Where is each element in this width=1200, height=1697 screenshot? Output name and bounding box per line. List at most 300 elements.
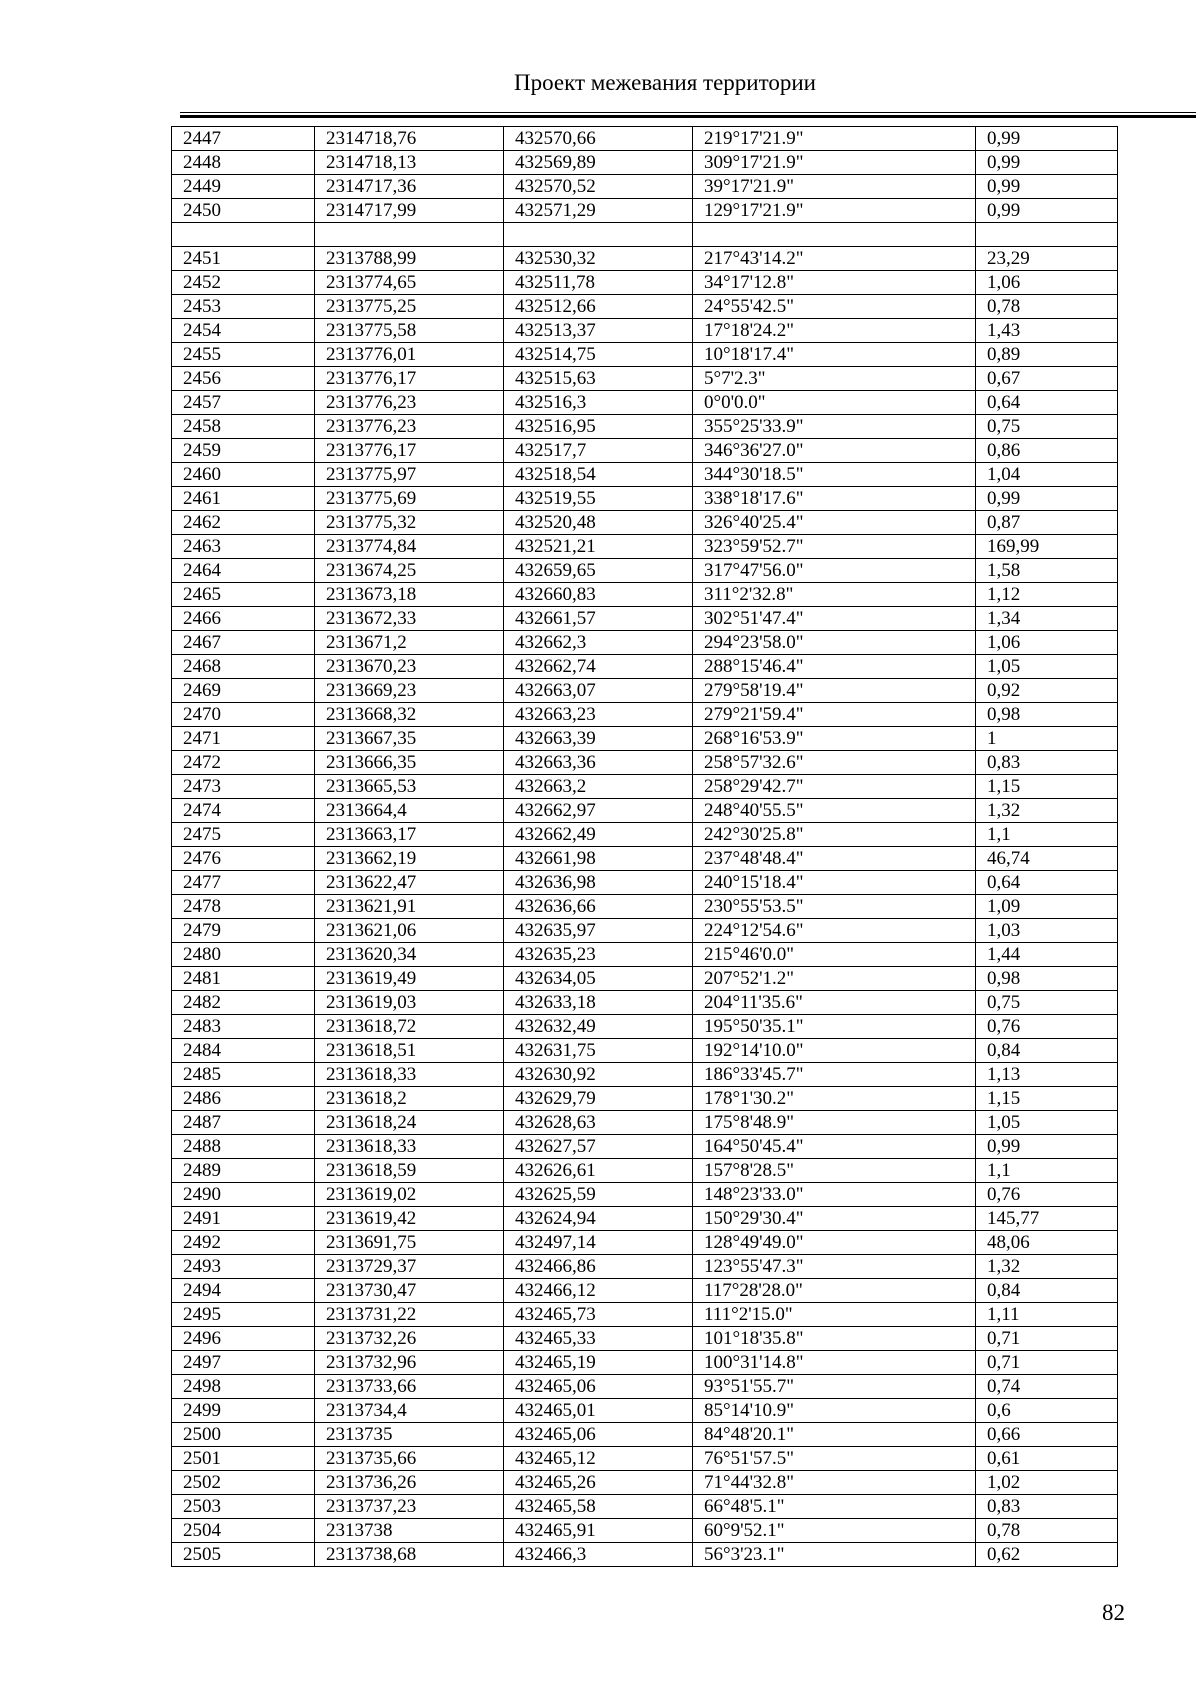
table-row — [172, 1375, 1118, 1399]
table-row — [172, 343, 1118, 367]
point-number-cell: 2505 — [172, 1543, 315, 1567]
distance-cell: 0,76 — [976, 1183, 1118, 1207]
table-row — [172, 1351, 1118, 1375]
table-row — [172, 1495, 1118, 1519]
x-coordinate-cell: 2313669,23 — [315, 679, 504, 703]
table-row — [172, 943, 1118, 967]
table-row — [172, 919, 1118, 943]
y-coordinate-cell: 432466,12 — [504, 1279, 693, 1303]
direction-angle-cell: 355°25'33.9" — [693, 415, 976, 439]
x-coordinate-cell: 2313776,17 — [315, 439, 504, 463]
point-number-cell: 2461 — [172, 487, 315, 511]
direction-angle-cell: 323°59'52.7" — [693, 535, 976, 559]
distance-cell: 0,78 — [976, 295, 1118, 319]
distance-cell: 0,86 — [976, 439, 1118, 463]
direction-angle-cell: 217°43'14.2" — [693, 247, 976, 271]
y-coordinate-cell: 432626,61 — [504, 1159, 693, 1183]
distance-cell: 0,99 — [976, 1135, 1118, 1159]
direction-angle-cell: 150°29'30.4" — [693, 1207, 976, 1231]
y-coordinate-cell: 432663,07 — [504, 679, 693, 703]
x-coordinate-cell: 2313664,4 — [315, 799, 504, 823]
distance-cell: 0,71 — [976, 1327, 1118, 1351]
x-coordinate-cell: 2313776,01 — [315, 343, 504, 367]
table-row — [172, 439, 1118, 463]
direction-angle-cell: 157°8'28.5" — [693, 1159, 976, 1183]
table-row — [172, 127, 1118, 151]
distance-cell: 0,83 — [976, 1495, 1118, 1519]
point-number-cell: 2460 — [172, 463, 315, 487]
distance-cell: 0,64 — [976, 391, 1118, 415]
point-number-cell: 2495 — [172, 1303, 315, 1327]
x-coordinate-cell: 2313775,32 — [315, 511, 504, 535]
distance-cell: 0,99 — [976, 127, 1118, 151]
x-coordinate-cell: 2313622,47 — [315, 871, 504, 895]
y-coordinate-cell: 432465,19 — [504, 1351, 693, 1375]
y-coordinate-cell: 432662,3 — [504, 631, 693, 655]
direction-angle-cell: 258°29'42.7" — [693, 775, 976, 799]
y-coordinate-cell: 432465,06 — [504, 1423, 693, 1447]
distance-cell: 0,89 — [976, 343, 1118, 367]
table-row — [172, 1183, 1118, 1207]
direction-angle-cell: 344°30'18.5" — [693, 463, 976, 487]
x-coordinate-cell: 2313619,49 — [315, 967, 504, 991]
direction-angle-cell: 288°15'46.4" — [693, 655, 976, 679]
table-row — [172, 1423, 1118, 1447]
coordinates-table-body — [172, 127, 1118, 1567]
direction-angle-cell: 128°49'49.0" — [693, 1231, 976, 1255]
point-number-cell: 2462 — [172, 511, 315, 535]
x-coordinate-cell: 2313618,24 — [315, 1111, 504, 1135]
distance-cell: 1,02 — [976, 1471, 1118, 1495]
distance-cell: 0,67 — [976, 367, 1118, 391]
point-number-cell — [172, 223, 315, 247]
point-number-cell: 2471 — [172, 727, 315, 751]
direction-angle-cell: 10°18'17.4" — [693, 343, 976, 367]
point-number-cell: 2491 — [172, 1207, 315, 1231]
point-number-cell: 2487 — [172, 1111, 315, 1135]
table-row — [172, 1279, 1118, 1303]
table-row — [172, 991, 1118, 1015]
x-coordinate-cell: 2313618,72 — [315, 1015, 504, 1039]
direction-angle-cell: 85°14'10.9" — [693, 1399, 976, 1423]
direction-angle-cell: 207°52'1.2" — [693, 967, 976, 991]
table-row — [172, 607, 1118, 631]
direction-angle-cell: 219°17'21.9" — [693, 127, 976, 151]
x-coordinate-cell: 2313735 — [315, 1423, 504, 1447]
y-coordinate-cell: 432465,06 — [504, 1375, 693, 1399]
y-coordinate-cell: 432635,97 — [504, 919, 693, 943]
table-row — [172, 847, 1118, 871]
direction-angle-cell: 148°23'33.0" — [693, 1183, 976, 1207]
distance-cell: 0,99 — [976, 175, 1118, 199]
distance-cell: 0,99 — [976, 151, 1118, 175]
distance-cell: 1,15 — [976, 1087, 1118, 1111]
point-number-cell: 2494 — [172, 1279, 315, 1303]
point-number-cell: 2450 — [172, 199, 315, 223]
distance-cell: 0,6 — [976, 1399, 1118, 1423]
x-coordinate-cell: 2313738 — [315, 1519, 504, 1543]
direction-angle-cell: 39°17'21.9" — [693, 175, 976, 199]
table-row — [172, 391, 1118, 415]
y-coordinate-cell: 432662,74 — [504, 655, 693, 679]
x-coordinate-cell: 2313662,19 — [315, 847, 504, 871]
y-coordinate-cell: 432629,79 — [504, 1087, 693, 1111]
x-coordinate-cell: 2313776,17 — [315, 367, 504, 391]
direction-angle-cell: 66°48'5.1" — [693, 1495, 976, 1519]
x-coordinate-cell: 2313618,33 — [315, 1063, 504, 1087]
y-coordinate-cell: 432569,89 — [504, 151, 693, 175]
distance-cell: 0,83 — [976, 751, 1118, 775]
y-coordinate-cell: 432636,66 — [504, 895, 693, 919]
point-number-cell: 2452 — [172, 271, 315, 295]
table-row — [172, 679, 1118, 703]
distance-cell: 1,11 — [976, 1303, 1118, 1327]
distance-cell: 1,43 — [976, 319, 1118, 343]
point-number-cell: 2469 — [172, 679, 315, 703]
x-coordinate-cell: 2313731,22 — [315, 1303, 504, 1327]
y-coordinate-cell: 432624,94 — [504, 1207, 693, 1231]
table-row — [172, 703, 1118, 727]
table-row — [172, 511, 1118, 535]
header-rule-thin — [180, 112, 1196, 113]
y-coordinate-cell: 432633,18 — [504, 991, 693, 1015]
distance-cell: 0,84 — [976, 1279, 1118, 1303]
distance-cell: 1 — [976, 727, 1118, 751]
y-coordinate-cell: 432530,32 — [504, 247, 693, 271]
point-number-cell: 2497 — [172, 1351, 315, 1375]
table-row — [172, 727, 1118, 751]
table-row — [172, 631, 1118, 655]
point-number-cell: 2455 — [172, 343, 315, 367]
y-coordinate-cell: 432662,97 — [504, 799, 693, 823]
point-number-cell: 2451 — [172, 247, 315, 271]
point-number-cell: 2472 — [172, 751, 315, 775]
point-number-cell: 2493 — [172, 1255, 315, 1279]
distance-cell: 0,62 — [976, 1543, 1118, 1567]
direction-angle-cell: 0°0'0.0" — [693, 391, 976, 415]
distance-cell: 1,06 — [976, 271, 1118, 295]
y-coordinate-cell: 432635,23 — [504, 943, 693, 967]
direction-angle-cell: 129°17'21.9" — [693, 199, 976, 223]
x-coordinate-cell: 2313668,32 — [315, 703, 504, 727]
x-coordinate-cell: 2313619,03 — [315, 991, 504, 1015]
table-row — [172, 871, 1118, 895]
direction-angle-cell: 242°30'25.8" — [693, 823, 976, 847]
point-number-cell: 2498 — [172, 1375, 315, 1399]
x-coordinate-cell: 2313670,23 — [315, 655, 504, 679]
point-number-cell: 2484 — [172, 1039, 315, 1063]
distance-cell: 1,1 — [976, 823, 1118, 847]
table-row — [172, 1471, 1118, 1495]
x-coordinate-cell: 2313776,23 — [315, 391, 504, 415]
y-coordinate-cell: 432465,73 — [504, 1303, 693, 1327]
point-number-cell: 2504 — [172, 1519, 315, 1543]
point-number-cell: 2457 — [172, 391, 315, 415]
direction-angle-cell: 101°18'35.8" — [693, 1327, 976, 1351]
point-number-cell: 2483 — [172, 1015, 315, 1039]
point-number-cell: 2503 — [172, 1495, 315, 1519]
y-coordinate-cell: 432516,95 — [504, 415, 693, 439]
x-coordinate-cell: 2313618,33 — [315, 1135, 504, 1159]
y-coordinate-cell: 432511,78 — [504, 271, 693, 295]
distance-cell: 0,98 — [976, 967, 1118, 991]
x-coordinate-cell: 2313619,02 — [315, 1183, 504, 1207]
distance-cell: 1,34 — [976, 607, 1118, 631]
point-number-cell: 2474 — [172, 799, 315, 823]
point-number-cell: 2448 — [172, 151, 315, 175]
point-number-cell: 2490 — [172, 1183, 315, 1207]
y-coordinate-cell: 432631,75 — [504, 1039, 693, 1063]
y-coordinate-cell: 432630,92 — [504, 1063, 693, 1087]
x-coordinate-cell: 2313775,69 — [315, 487, 504, 511]
distance-cell: 0,64 — [976, 871, 1118, 895]
point-number-cell: 2454 — [172, 319, 315, 343]
direction-angle-cell — [693, 223, 976, 247]
table-row — [172, 151, 1118, 175]
x-coordinate-cell: 2313667,35 — [315, 727, 504, 751]
point-number-cell: 2500 — [172, 1423, 315, 1447]
distance-cell: 0,84 — [976, 1039, 1118, 1063]
point-number-cell: 2470 — [172, 703, 315, 727]
y-coordinate-cell — [504, 223, 693, 247]
distance-cell: 1,06 — [976, 631, 1118, 655]
y-coordinate-cell: 432659,65 — [504, 559, 693, 583]
distance-cell: 0,75 — [976, 991, 1118, 1015]
direction-angle-cell: 17°18'24.2" — [693, 319, 976, 343]
point-number-cell: 2467 — [172, 631, 315, 655]
point-number-cell: 2492 — [172, 1231, 315, 1255]
x-coordinate-cell: 2313774,84 — [315, 535, 504, 559]
table-row — [172, 1135, 1118, 1159]
point-number-cell: 2458 — [172, 415, 315, 439]
x-coordinate-cell: 2313775,58 — [315, 319, 504, 343]
x-coordinate-cell: 2313776,23 — [315, 415, 504, 439]
x-coordinate-cell: 2313737,23 — [315, 1495, 504, 1519]
table-row — [172, 583, 1118, 607]
direction-angle-cell: 60°9'52.1" — [693, 1519, 976, 1543]
distance-cell — [976, 223, 1118, 247]
y-coordinate-cell: 432570,52 — [504, 175, 693, 199]
distance-cell: 0,66 — [976, 1423, 1118, 1447]
y-coordinate-cell: 432465,91 — [504, 1519, 693, 1543]
x-coordinate-cell: 2313621,06 — [315, 919, 504, 943]
direction-angle-cell: 279°21'59.4" — [693, 703, 976, 727]
distance-cell: 46,74 — [976, 847, 1118, 871]
coordinates-table — [171, 126, 1118, 1567]
y-coordinate-cell: 432628,63 — [504, 1111, 693, 1135]
table-row — [172, 1543, 1118, 1567]
point-number-cell: 2465 — [172, 583, 315, 607]
distance-cell: 1,09 — [976, 895, 1118, 919]
x-coordinate-cell: 2313618,2 — [315, 1087, 504, 1111]
table-row — [172, 1447, 1118, 1471]
x-coordinate-cell: 2313732,96 — [315, 1351, 504, 1375]
y-coordinate-cell: 432521,21 — [504, 535, 693, 559]
y-coordinate-cell: 432518,54 — [504, 463, 693, 487]
table-row — [172, 1159, 1118, 1183]
distance-cell: 1,12 — [976, 583, 1118, 607]
direction-angle-cell: 258°57'32.6" — [693, 751, 976, 775]
distance-cell: 0,76 — [976, 1015, 1118, 1039]
page-number: 82 — [1102, 1600, 1125, 1625]
distance-cell: 1,1 — [976, 1159, 1118, 1183]
table-row — [172, 559, 1118, 583]
direction-angle-cell: 224°12'54.6" — [693, 919, 976, 943]
point-number-cell: 2480 — [172, 943, 315, 967]
table-row — [172, 535, 1118, 559]
table-row — [172, 1399, 1118, 1423]
direction-angle-cell: 178°1'30.2" — [693, 1087, 976, 1111]
x-coordinate-cell: 2313665,53 — [315, 775, 504, 799]
point-number-cell: 2459 — [172, 439, 315, 463]
point-number-cell: 2489 — [172, 1159, 315, 1183]
distance-cell: 0,78 — [976, 1519, 1118, 1543]
table-row — [172, 487, 1118, 511]
table-row — [172, 463, 1118, 487]
x-coordinate-cell: 2313775,97 — [315, 463, 504, 487]
y-coordinate-cell: 432513,37 — [504, 319, 693, 343]
direction-angle-cell: 195°50'35.1" — [693, 1015, 976, 1039]
y-coordinate-cell: 432515,63 — [504, 367, 693, 391]
y-coordinate-cell: 432663,36 — [504, 751, 693, 775]
x-coordinate-cell: 2314717,99 — [315, 199, 504, 223]
table-row — [172, 967, 1118, 991]
y-coordinate-cell: 432632,49 — [504, 1015, 693, 1039]
direction-angle-cell: 76°51'57.5" — [693, 1447, 976, 1471]
y-coordinate-cell: 432516,3 — [504, 391, 693, 415]
table-row — [172, 1063, 1118, 1087]
y-coordinate-cell: 432571,29 — [504, 199, 693, 223]
y-coordinate-cell: 432514,75 — [504, 343, 693, 367]
x-coordinate-cell: 2313691,75 — [315, 1231, 504, 1255]
table-row — [172, 1087, 1118, 1111]
y-coordinate-cell: 432465,12 — [504, 1447, 693, 1471]
y-coordinate-cell: 432627,57 — [504, 1135, 693, 1159]
distance-cell: 0,99 — [976, 487, 1118, 511]
x-coordinate-cell: 2313735,66 — [315, 1447, 504, 1471]
y-coordinate-cell: 432570,66 — [504, 127, 693, 151]
point-number-cell: 2477 — [172, 871, 315, 895]
direction-angle-cell: 111°2'15.0" — [693, 1303, 976, 1327]
y-coordinate-cell: 432663,2 — [504, 775, 693, 799]
direction-angle-cell: 240°15'18.4" — [693, 871, 976, 895]
x-coordinate-cell: 2313736,26 — [315, 1471, 504, 1495]
point-number-cell: 2482 — [172, 991, 315, 1015]
y-coordinate-cell: 432497,14 — [504, 1231, 693, 1255]
point-number-cell: 2478 — [172, 895, 315, 919]
point-number-cell: 2475 — [172, 823, 315, 847]
distance-cell: 1,03 — [976, 919, 1118, 943]
direction-angle-cell: 317°47'56.0" — [693, 559, 976, 583]
y-coordinate-cell: 432663,39 — [504, 727, 693, 751]
y-coordinate-cell: 432465,01 — [504, 1399, 693, 1423]
y-coordinate-cell: 432465,33 — [504, 1327, 693, 1351]
point-number-cell: 2486 — [172, 1087, 315, 1111]
point-number-cell: 2499 — [172, 1399, 315, 1423]
direction-angle-cell: 309°17'21.9" — [693, 151, 976, 175]
y-coordinate-cell: 432662,49 — [504, 823, 693, 847]
direction-angle-cell: 302°51'47.4" — [693, 607, 976, 631]
point-number-cell: 2464 — [172, 559, 315, 583]
direction-angle-cell: 215°46'0.0" — [693, 943, 976, 967]
table-row — [172, 223, 1118, 247]
x-coordinate-cell: 2313663,17 — [315, 823, 504, 847]
direction-angle-cell: 192°14'10.0" — [693, 1039, 976, 1063]
table-row — [172, 1207, 1118, 1231]
x-coordinate-cell: 2313729,37 — [315, 1255, 504, 1279]
direction-angle-cell: 268°16'53.9" — [693, 727, 976, 751]
x-coordinate-cell: 2313774,65 — [315, 271, 504, 295]
coordinates-table-container — [171, 126, 1118, 1567]
distance-cell: 0,87 — [976, 511, 1118, 535]
table-row — [172, 655, 1118, 679]
table-row — [172, 1255, 1118, 1279]
x-coordinate-cell: 2313620,34 — [315, 943, 504, 967]
x-coordinate-cell: 2314717,36 — [315, 175, 504, 199]
y-coordinate-cell: 432465,58 — [504, 1495, 693, 1519]
point-number-cell: 2501 — [172, 1447, 315, 1471]
distance-cell: 48,06 — [976, 1231, 1118, 1255]
table-row — [172, 295, 1118, 319]
table-row — [172, 175, 1118, 199]
table-row — [172, 271, 1118, 295]
point-number-cell: 2502 — [172, 1471, 315, 1495]
y-coordinate-cell: 432465,26 — [504, 1471, 693, 1495]
table-row — [172, 319, 1118, 343]
x-coordinate-cell: 2313618,59 — [315, 1159, 504, 1183]
table-row — [172, 415, 1118, 439]
direction-angle-cell: 34°17'12.8" — [693, 271, 976, 295]
direction-angle-cell: 175°8'48.9" — [693, 1111, 976, 1135]
y-coordinate-cell: 432636,98 — [504, 871, 693, 895]
direction-angle-cell: 237°48'48.4" — [693, 847, 976, 871]
distance-cell: 1,32 — [976, 799, 1118, 823]
table-row — [172, 367, 1118, 391]
direction-angle-cell: 204°11'35.6" — [693, 991, 976, 1015]
distance-cell: 0,74 — [976, 1375, 1118, 1399]
direction-angle-cell: 338°18'17.6" — [693, 487, 976, 511]
distance-cell: 145,77 — [976, 1207, 1118, 1231]
x-coordinate-cell: 2313738,68 — [315, 1543, 504, 1567]
direction-angle-cell: 5°7'2.3" — [693, 367, 976, 391]
distance-cell: 1,05 — [976, 1111, 1118, 1135]
direction-angle-cell: 56°3'23.1" — [693, 1543, 976, 1567]
x-coordinate-cell: 2314718,13 — [315, 151, 504, 175]
direction-angle-cell: 186°33'45.7" — [693, 1063, 976, 1087]
distance-cell: 169,99 — [976, 535, 1118, 559]
x-coordinate-cell: 2313775,25 — [315, 295, 504, 319]
x-coordinate-cell: 2313734,4 — [315, 1399, 504, 1423]
table-row — [172, 823, 1118, 847]
distance-cell: 0,99 — [976, 199, 1118, 223]
x-coordinate-cell: 2313619,42 — [315, 1207, 504, 1231]
y-coordinate-cell: 432520,48 — [504, 511, 693, 535]
table-row — [172, 799, 1118, 823]
point-number-cell: 2456 — [172, 367, 315, 391]
point-number-cell: 2479 — [172, 919, 315, 943]
x-coordinate-cell: 2313618,51 — [315, 1039, 504, 1063]
direction-angle-cell: 123°55'47.3" — [693, 1255, 976, 1279]
x-coordinate-cell: 2313732,26 — [315, 1327, 504, 1351]
table-row — [172, 775, 1118, 799]
table-row — [172, 895, 1118, 919]
x-coordinate-cell: 2313666,35 — [315, 751, 504, 775]
y-coordinate-cell: 432661,57 — [504, 607, 693, 631]
table-row — [172, 751, 1118, 775]
point-number-cell: 2485 — [172, 1063, 315, 1087]
x-coordinate-cell — [315, 223, 504, 247]
direction-angle-cell: 100°31'14.8" — [693, 1351, 976, 1375]
